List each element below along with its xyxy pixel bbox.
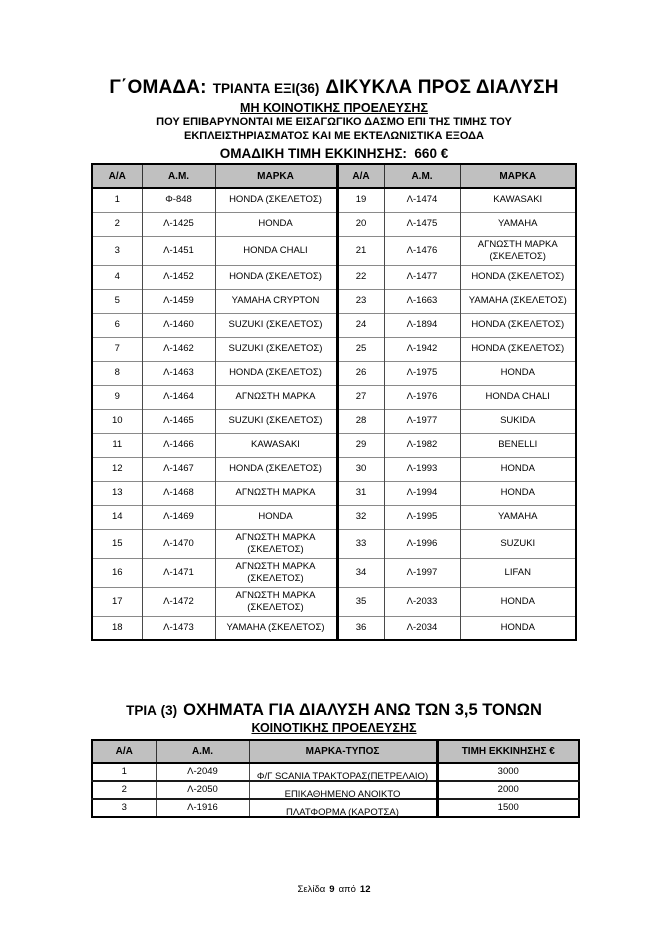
- cell-index-left: 2: [92, 212, 142, 236]
- cell-am-left: Λ-1460: [142, 313, 215, 337]
- heavy-vehicle-table-row: [92, 799, 579, 817]
- cell-am-left: Λ-1467: [142, 457, 215, 481]
- cell-brand-left: ΑΓΝΩΣΤΗ ΜΑΡΚΑ (ΣΚΕΛΕΤΟΣ): [215, 558, 337, 587]
- heavy-vehicle-table-row: [92, 763, 579, 781]
- cell-am-right: Λ-1994: [384, 481, 460, 505]
- cell-index-right: 29: [337, 433, 384, 457]
- cell-brand-right: SUKIDA: [460, 409, 576, 433]
- cell-am-left: Λ-1463: [142, 361, 215, 385]
- cell-index-right: 28: [337, 409, 384, 433]
- cell-brand-right: ΑΓΝΩΣΤΗ ΜΑΡΚΑ (ΣΚΕΛΕΤΟΣ): [460, 236, 576, 265]
- cell-index-left: 8: [92, 361, 142, 385]
- cell-index-left: 9: [92, 385, 142, 409]
- cell-index-left: 5: [92, 289, 142, 313]
- cell-am-left: Λ-1452: [142, 265, 215, 289]
- col-header-index: Α/Α: [92, 740, 156, 763]
- cell-brand-left: SUZUKI (ΣΚΕΛΕΤΟΣ): [215, 409, 337, 433]
- cell-index: 1: [92, 763, 156, 781]
- cell-index: 3: [92, 799, 156, 817]
- motorcycle-table-row: [92, 212, 576, 236]
- col-header-brand-type: ΜΑΡΚΑ-ΤΥΠΟΣ: [249, 740, 437, 763]
- cell-brand-right: BENELLI: [460, 433, 576, 457]
- cell-brand-right: HONDA (ΣΚΕΛΕΤΟΣ): [460, 313, 576, 337]
- cell-brand-left: YAMAHA CRYPTON: [215, 289, 337, 313]
- cell-index-left: 13: [92, 481, 142, 505]
- motorcycles-table: [91, 163, 577, 641]
- cell-am-left: Λ-1473: [142, 616, 215, 640]
- col-header-am: Α.Μ.: [156, 740, 249, 763]
- cell-brand-left: HONDA (ΣΚΕΛΕΤΟΣ): [215, 361, 337, 385]
- cell-am-left: Λ-1464: [142, 385, 215, 409]
- motorcycle-table-row: [92, 558, 576, 587]
- cell-brand-left: ΑΓΝΩΣΤΗ ΜΑΡΚΑ (ΣΚΕΛΕΤΟΣ): [215, 529, 337, 558]
- cell-brand-right: YAMAHA: [460, 505, 576, 529]
- heavy-vehicle-table-row: [92, 781, 579, 799]
- section2-title: [0, 701, 668, 720]
- cell-brand-left: HONDA CHALI: [215, 236, 337, 265]
- cell-brand-type: [249, 799, 437, 817]
- cell-am-left: Λ-1425: [142, 212, 215, 236]
- cell-brand-right: HONDA: [460, 457, 576, 481]
- cell-index-left: 10: [92, 409, 142, 433]
- cell-brand-left: SUZUKI (ΣΚΕΛΕΤΟΣ): [215, 337, 337, 361]
- cell-brand-left: ΑΓΝΩΣΤΗ ΜΑΡΚΑ: [215, 385, 337, 409]
- cell-index-left: 3: [92, 236, 142, 265]
- motorcycle-table-row: [92, 505, 576, 529]
- cell-index-left: 12: [92, 457, 142, 481]
- section2-title-subject: ΟΧΗΜΑΤΑ ΓΙΑ ΔΙΑΛΥΣΗ ΑΝΩ ΤΩΝ 3,5 ΤΟΝΩΝ: [183, 701, 542, 719]
- cell-brand-right: KAWASAKI: [460, 188, 576, 212]
- cell-index-left: 18: [92, 616, 142, 640]
- footer-page-label: Σελίδα: [297, 884, 326, 895]
- cell-am-left: Λ-1469: [142, 505, 215, 529]
- cell-brand-right: HONDA: [460, 481, 576, 505]
- motorcycle-table-row: [92, 188, 576, 212]
- cell-brand-type-text: ΠΛΑΤΦΟΡΜΑ (ΚΑΡΟΤΣΑ): [286, 807, 399, 818]
- motorcycles-table-body: [92, 188, 576, 640]
- cell-index-right: 20: [337, 212, 384, 236]
- cell-brand-type-text: Φ/Γ SCANIA ΤΡΑΚΤΟΡΑΣ(ΠΕΤΡΕΛΑΙΟ): [256, 771, 429, 782]
- cell-index-right: 23: [337, 289, 384, 313]
- col-header-am-right: Α.Μ.: [384, 164, 460, 188]
- cell-index-left: 6: [92, 313, 142, 337]
- cell-am-left: Λ-1468: [142, 481, 215, 505]
- motorcycle-table-row: [92, 337, 576, 361]
- motorcycle-table-row: [92, 409, 576, 433]
- cell-am-left: Λ-1470: [142, 529, 215, 558]
- cell-index-right: 30: [337, 457, 384, 481]
- cell-am-right: Λ-1995: [384, 505, 460, 529]
- cell-start-price: 3000: [437, 763, 579, 781]
- cell-index-left: 15: [92, 529, 142, 558]
- footer-page-number: 9: [329, 884, 335, 895]
- cell-am-right: Λ-1475: [384, 212, 460, 236]
- cell-brand-right: LIFAN: [460, 558, 576, 587]
- cell-brand-type: [249, 763, 437, 781]
- cell-am-right: Λ-1996: [384, 529, 460, 558]
- cell-am-right: Λ-1993: [384, 457, 460, 481]
- col-header-brand-left: ΜΑΡΚΑ: [215, 164, 337, 188]
- cell-brand-left: HONDA (ΣΚΕΛΕΤΟΣ): [215, 457, 337, 481]
- cell-index: 2: [92, 781, 156, 799]
- cell-brand-type-text: ΕΠΙΚΑΘΗΜΕΝΟ ΑΝΟΙΚΤΟ: [284, 789, 401, 800]
- motorcycle-table-row: [92, 457, 576, 481]
- cell-index-right: 35: [337, 587, 384, 616]
- motorcycle-table-row: [92, 616, 576, 640]
- col-header-am-left: Α.Μ.: [142, 164, 215, 188]
- motorcycle-table-row: [92, 265, 576, 289]
- cell-index-left: 7: [92, 337, 142, 361]
- section1-title: [0, 76, 668, 100]
- cell-brand-left: YAMAHA (ΣΚΕΛΕΤΟΣ): [215, 616, 337, 640]
- cell-brand-left: ΑΓΝΩΣΤΗ ΜΑΡΚΑ: [215, 481, 337, 505]
- section1-subtitle: ΜΗ ΚΟΙΝΟΤΙΚΗΣ ΠΡΟΕΛΕΥΣΗΣ: [240, 101, 428, 115]
- cell-am-right: Λ-2033: [384, 587, 460, 616]
- motorcycle-table-row: [92, 313, 576, 337]
- cell-am-right: Λ-1476: [384, 236, 460, 265]
- cell-am-left: Λ-1471: [142, 558, 215, 587]
- motorcycle-table-row: [92, 587, 576, 616]
- motorcycle-table-row: [92, 529, 576, 558]
- cell-brand-right: HONDA (ΣΚΕΛΕΤΟΣ): [460, 337, 576, 361]
- cell-am: Λ-2049: [156, 763, 249, 781]
- cell-brand-left: HONDA (ΣΚΕΛΕΤΟΣ): [215, 188, 337, 212]
- cell-brand-right: HONDA (ΣΚΕΛΕΤΟΣ): [460, 265, 576, 289]
- cell-brand-left: KAWASAKI: [215, 433, 337, 457]
- page-footer: [0, 884, 668, 896]
- cell-index-left: 16: [92, 558, 142, 587]
- cell-am-left: Λ-1462: [142, 337, 215, 361]
- cell-index-right: 36: [337, 616, 384, 640]
- cell-am-right: Λ-1982: [384, 433, 460, 457]
- cell-am: Λ-1916: [156, 799, 249, 817]
- cell-brand-left: HONDA: [215, 505, 337, 529]
- section1-start-price: ΟΜΑΔΙΚΗ ΤΙΜΗ ΕΚΚΙΝΗΣΗΣ: 660 €: [219, 146, 449, 161]
- motorcycle-table-row: [92, 481, 576, 505]
- section1-note-line2: ΕΚΠΛΕΙΣΤΗΡΙΑΣΜΑΤΟΣ ΚΑΙ ΜΕ ΕΚΤΕΛΩΝΙΣΤΙΚΑ ΕΞΟΔΑ: [184, 129, 484, 142]
- cell-am-right: Λ-1474: [384, 188, 460, 212]
- cell-am-left: Λ-1465: [142, 409, 215, 433]
- cell-brand-right: HONDA: [460, 587, 576, 616]
- col-header-index-right: Α/Α: [337, 164, 384, 188]
- section2-subtitle: ΚΟΙΝΟΤΙΚΗΣ ΠΡΟΕΛΕΥΣΗΣ: [251, 721, 417, 735]
- cell-brand-left: HONDA: [215, 212, 337, 236]
- cell-am-right: Λ-1894: [384, 313, 460, 337]
- heavy-vehicles-table-body: [92, 763, 579, 817]
- cell-brand-left: HONDA (ΣΚΕΛΕΤΟΣ): [215, 265, 337, 289]
- cell-brand-type: [249, 781, 437, 799]
- cell-am-left: Λ-1466: [142, 433, 215, 457]
- footer-of-label: από: [338, 884, 356, 895]
- cell-index-right: 19: [337, 188, 384, 212]
- cell-index-right: 32: [337, 505, 384, 529]
- cell-am-left: Λ-1472: [142, 587, 215, 616]
- cell-index-right: 22: [337, 265, 384, 289]
- cell-brand-right: HONDA: [460, 616, 576, 640]
- cell-index-left: 11: [92, 433, 142, 457]
- cell-index-right: 24: [337, 313, 384, 337]
- cell-index-left: 1: [92, 188, 142, 212]
- cell-am-right: Λ-1997: [384, 558, 460, 587]
- cell-brand-right: YAMAHA: [460, 212, 576, 236]
- footer-total-pages: 12: [359, 884, 371, 895]
- cell-am-left: Λ-1451: [142, 236, 215, 265]
- motorcycle-table-row: [92, 361, 576, 385]
- cell-brand-right: YAMAHA (ΣΚΕΛΕΤΟΣ): [460, 289, 576, 313]
- col-header-brand-right: ΜΑΡΚΑ: [460, 164, 576, 188]
- cell-am-right: Λ-1977: [384, 409, 460, 433]
- col-header-index-left: Α/Α: [92, 164, 142, 188]
- heavy-vehicles-table-header-row: [92, 740, 579, 763]
- section2-header: [0, 701, 668, 736]
- cell-am-right: Λ-1663: [384, 289, 460, 313]
- cell-index-right: 33: [337, 529, 384, 558]
- section2-title-count: ΤΡΙΑ (3): [126, 703, 178, 718]
- col-header-start-price: ΤΙΜΗ ΕΚΚΙΝΗΣΗΣ €: [437, 740, 579, 763]
- section1-title-subject: ΔΙΚΥΚΛΑ ΠΡΟΣ ΔΙΑΛΥΣΗ: [325, 77, 559, 98]
- cell-am-right: Λ-1975: [384, 361, 460, 385]
- cell-index-left: 4: [92, 265, 142, 289]
- cell-index-right: 25: [337, 337, 384, 361]
- cell-am-left: Λ-1459: [142, 289, 215, 313]
- cell-am: Λ-2050: [156, 781, 249, 799]
- cell-index-right: 34: [337, 558, 384, 587]
- cell-index-left: 17: [92, 587, 142, 616]
- cell-index-right: 27: [337, 385, 384, 409]
- cell-brand-right: HONDA CHALI: [460, 385, 576, 409]
- cell-am-right: Λ-1477: [384, 265, 460, 289]
- cell-am-right: Λ-1976: [384, 385, 460, 409]
- cell-am-right: Λ-2034: [384, 616, 460, 640]
- cell-brand-right: HONDA: [460, 361, 576, 385]
- cell-index-left: 14: [92, 505, 142, 529]
- cell-start-price: 1500: [437, 799, 579, 817]
- heavy-vehicles-table: [91, 739, 580, 818]
- cell-am-right: Λ-1942: [384, 337, 460, 361]
- motorcycles-table-header-row: [92, 164, 576, 188]
- cell-index-right: 26: [337, 361, 384, 385]
- section1-title-group: Γ΄ΟΜΑΔΑ:: [109, 77, 207, 98]
- cell-brand-left: ΑΓΝΩΣΤΗ ΜΑΡΚΑ (ΣΚΕΛΕΤΟΣ): [215, 587, 337, 616]
- cell-brand-left: SUZUKI (ΣΚΕΛΕΤΟΣ): [215, 313, 337, 337]
- motorcycle-table-row: [92, 236, 576, 265]
- motorcycle-table-row: [92, 433, 576, 457]
- cell-brand-right: SUZUKI: [460, 529, 576, 558]
- cell-index-right: 31: [337, 481, 384, 505]
- motorcycle-table-row: [92, 385, 576, 409]
- section1-title-count: ΤΡΙΑΝΤΑ ΕΞΙ(36): [212, 81, 320, 96]
- cell-index-right: 21: [337, 236, 384, 265]
- cell-start-price: 2000: [437, 781, 579, 799]
- motorcycle-table-row: [92, 289, 576, 313]
- section1-note-line1: ΠΟΥ ΕΠΙΒΑΡΥΝΟΝΤΑΙ ΜΕ ΕΙΣΑΓΩΓΙΚΟ ΔΑΣΜΟ ΕΠΙ ΤΗΣ ΤΙΜΗΣ ΤΟΥ: [156, 116, 512, 128]
- cell-am-left: Φ-848: [142, 188, 215, 212]
- section1-header: [0, 76, 668, 162]
